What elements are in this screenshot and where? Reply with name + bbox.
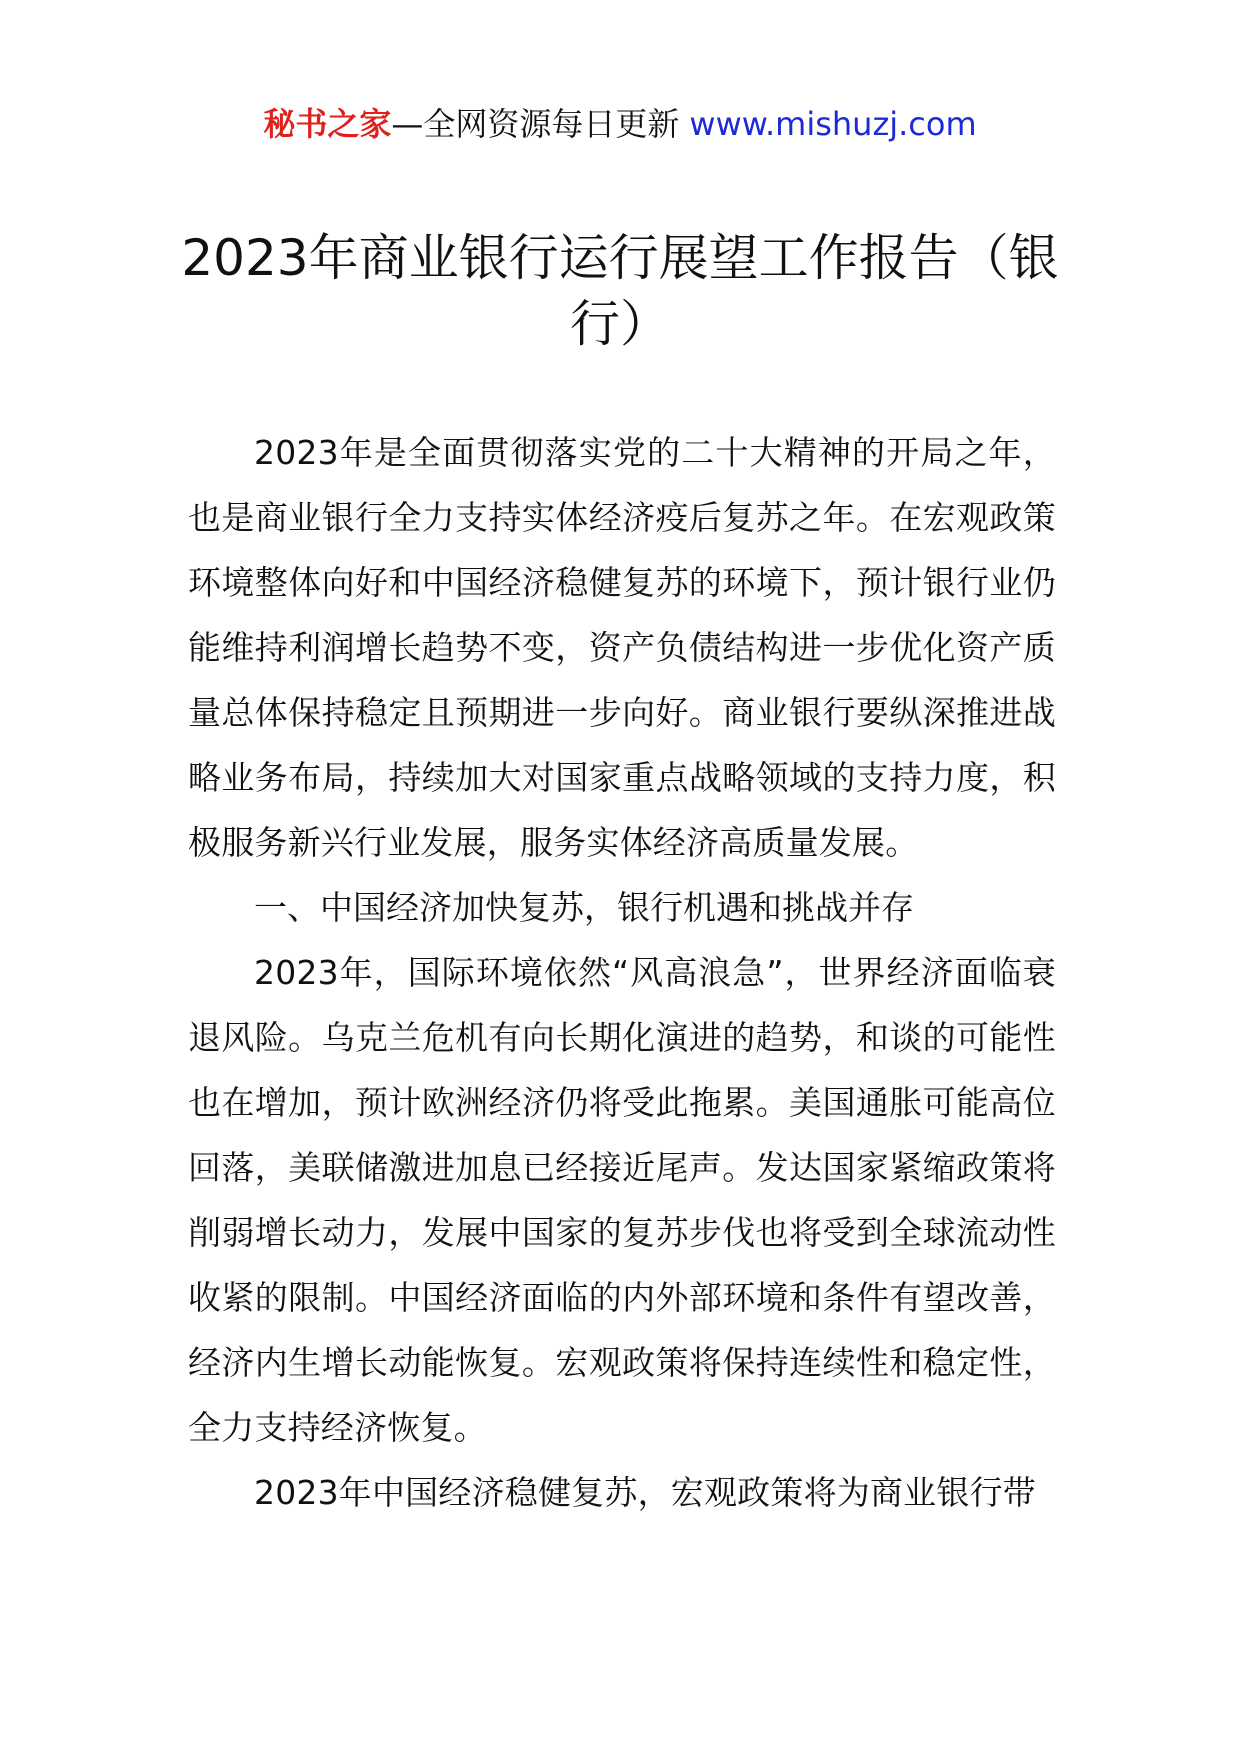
intro-paragraph: 2023年是全面贯彻落实党的二十大精神的开局之年，也是商业银行全力支持实体经济疫后复苏之年。在宏观政策环境整体向好和中国经济稳健复苏的环境下，预计银行业仍能维持利润增长趋势不变，资产负债结构进一步优化资产质量总体保持稳定且预期进一步向好。商业银行要纵深推进战略业务布局，持续加大对国家重点战略领域的支持力度，积极服务新兴行业发展，服务实体经济高质量发展。 — [188, 433, 1056, 862]
brand-name: 秘书之家 — [263, 105, 392, 143]
document-body — [188, 420, 1056, 1525]
header-slogan: —全网资源每日更新 — [391, 105, 680, 143]
section1-paragraph-2: 2023年中国经济稳健复苏，宏观政策将为商业银行带 — [254, 1473, 1036, 1512]
document-title — [180, 225, 1060, 357]
section-heading-1: 一、中国经济加快复苏，银行机遇和挑战并存 — [254, 888, 914, 927]
site-url-link[interactable]: www.mishuzj.com — [689, 105, 977, 143]
title-line-1: 2023年商业银行运行展望工作报告（银 — [181, 229, 1059, 287]
section1-paragraph-1: 2023年，国际环境依然“风高浪急”，世界经济面临衰退风险。乌克兰危机有向长期化演进的趋势，和谈的可能性也在增加，预计欧洲经济仍将受此拖累。美国通胀可能高位回落，美联储激进加息已经接近尾声。发达国家紧缩政策将削弱增长动力，发展中国家的复苏步伐也将受到全球流动性收紧的限制。中国经济面临的内外部环境和条件有望改善，经济内生增长动能恢复。宏观政策将保持连续性和稳定性，全力支持经济恢复。 — [188, 953, 1056, 1447]
title-line-2: 行） — [570, 295, 670, 353]
site-header — [0, 100, 1240, 148]
